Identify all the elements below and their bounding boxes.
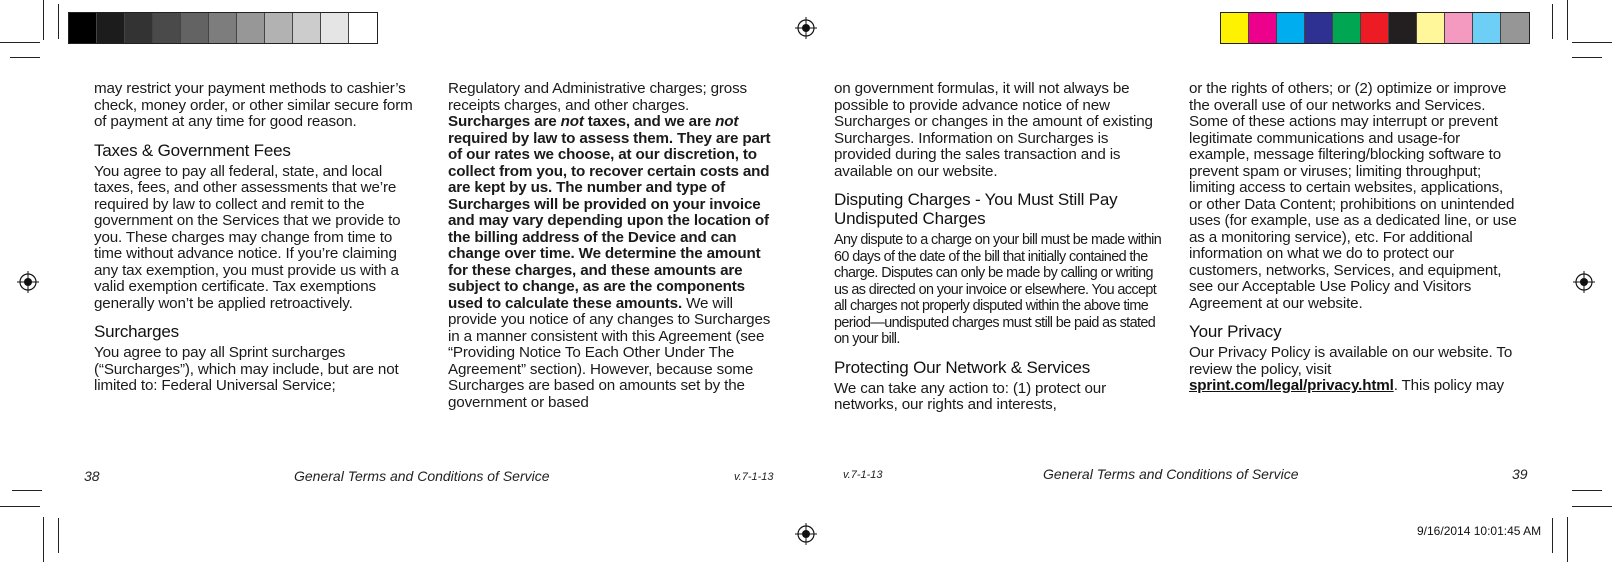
paragraph-government-formulas: on government formulas, it will not always be possible to provide advance notice of new Surcharges or changes in the amount of existing Surcharges. Information on Surcharges is provided during the sales transaction and is available on our website. [834,80,1153,180]
page-number-left: 38 [84,468,100,484]
regulatory-text: Regulatory and Administrative charges; gross receipts charges, and other charges. [448,80,747,114]
grayscale-color-bar [68,12,378,44]
heading-disputing-charges: Disputing Charges - You Must Still Pay Undisputed Charges [834,190,1118,228]
column-4 [1189,81,1517,405]
paragraph-rights-of-others: or the rights of others; or (2) optimize or improve the overall use of our networks and Services. Some of these actions may interrupt or prevent legitimate communications and usage-for example, message filtering/blocking software to prevent spam or viruses; limiting throughput; limiting access to certain websites, applications, or other Data Content; prohibitions on unintended uses (for example, use as a dedicated line, or use as a monitoring service), etc. For additional information on what we do to protect our customers, networks, Services, and equipment, see our Acceptable Use Policy and Visitors Agreement at our website. [1189,80,1517,312]
gray-swatch [293,13,321,43]
gray-swatch [237,13,265,43]
crop-mark [1572,42,1612,43]
crop-mark [0,42,40,43]
gray-swatch [69,13,97,43]
crop-mark [1572,506,1612,507]
crop-mark [43,517,44,562]
paragraph-protecting-network: We can take any action to: (1) protect our networks, our rights and interests, [834,379,1106,413]
crop-mark [1552,4,1553,39]
crop-mark [1572,57,1602,58]
heading-your-privacy: Your Privacy [1189,322,1282,341]
crop-mark [58,4,59,39]
gray-swatch [321,13,349,43]
color-swatch [1333,13,1361,43]
print-timestamp: 9/16/2014 10:01:45 AM [1417,524,1542,538]
paragraph-surcharges: You agree to pay all Sprint surcharges (“Surcharges”), which may include, but are not limited to: Federal Universal Service; [94,344,399,394]
paragraph-privacy: Our Privacy Policy is available on our website. To review the policy, visit sprint.com/legal/privacy.html. This policy may [1189,344,1513,394]
gray-swatch [125,13,153,43]
color-swatch [1389,13,1417,43]
crop-mark [1567,517,1568,562]
crop-mark [12,490,42,491]
paragraph-intro: may restrict your payment methods to cashier’s check, money order, or other similar secure form of payment at any time for good reason. [94,80,413,130]
paragraph-disputing-charges: Any dispute to a charge on your bill must be made within 60 days of the date of the bill that initially contained the charge. Disputes can only be made by calling or writing us as directed on your invoice or elsewhere. You accept all charges not properly disputed within the above time period—undisputed charges must still be paid as stated on your bill. [834,232,1162,347]
footer-version-right: v.7-1-13 [843,469,883,481]
color-swatch [1221,13,1249,43]
registration-mark-icon [795,17,817,39]
gray-swatch [209,13,237,43]
bold-statement: Surcharges are not taxes, and we are not required by law to assess them. They are part of our rates we choose, at our discretion, to collect from you, to recover certain costs and are kept by us. The number and type of Surcharges will be provided on your invoice and may vary depending upon the location of the billing address of the Device and can change over time. We determine the amount for these charges, and these amounts are subject to change, as are the components used to calculate these amounts. [448,113,771,312]
registration-mark-icon [795,523,817,545]
registration-mark-icon [17,271,39,293]
column-3 [834,81,1162,424]
paragraph-surcharges-continued [448,81,776,411]
color-swatch [1361,13,1389,43]
gray-swatch [181,13,209,43]
column-1 [94,81,422,405]
footer-title-left: General Terms and Conditions of Service [294,468,550,484]
page-number-right: 39 [1512,466,1528,482]
crop-mark [1552,518,1553,553]
color-swatch [1501,13,1529,43]
crop-mark [0,506,40,507]
color-swatch [1445,13,1473,43]
notice-text: We will provide you notice of any changes to Surcharges in a manner consistent with this Agreement (see “Providing Notice To Each Other Under The Agreement” section). However, because some Surcharges are based on amounts set by the government or based [448,294,771,411]
color-swatch [1473,13,1501,43]
gray-swatch [97,13,125,43]
privacy-policy-link[interactable]: sprint.com/legal/privacy.html [1189,377,1394,394]
footer-title-right: General Terms and Conditions of Service [1043,466,1299,482]
column-2 [448,81,776,411]
color-swatch [1305,13,1333,43]
crop-mark [1572,490,1602,491]
footer-version-left: v.7-1-13 [734,471,774,483]
heading-protecting-network: Protecting Our Network & Services [834,357,1091,377]
gray-swatch [349,13,377,43]
color-swatch [1277,13,1305,43]
paragraph-taxes: You agree to pay all federal, state, and local taxes, fees, and other assessments that we’re required by law to collect and remit to the government on the Services that we provide to you. These charges may change from time to time without advance notice. If you’re claiming any tax exemption, you must provide us with a valid exemption certificate. Tax exemptions generally won’t be applied retroactively. [94,162,401,312]
gray-swatch [265,13,293,43]
heading-surcharges: Surcharges [94,322,179,341]
gray-swatch [153,13,181,43]
color-swatch [1417,13,1445,43]
heading-taxes: Taxes & Government Fees [94,140,291,160]
registration-mark-icon [1573,271,1595,293]
crop-mark [10,57,40,58]
crop-mark [43,0,44,40]
crop-mark [58,518,59,553]
color-swatch [1249,13,1277,43]
crop-mark [1567,0,1568,40]
process-color-bar [1220,12,1530,44]
